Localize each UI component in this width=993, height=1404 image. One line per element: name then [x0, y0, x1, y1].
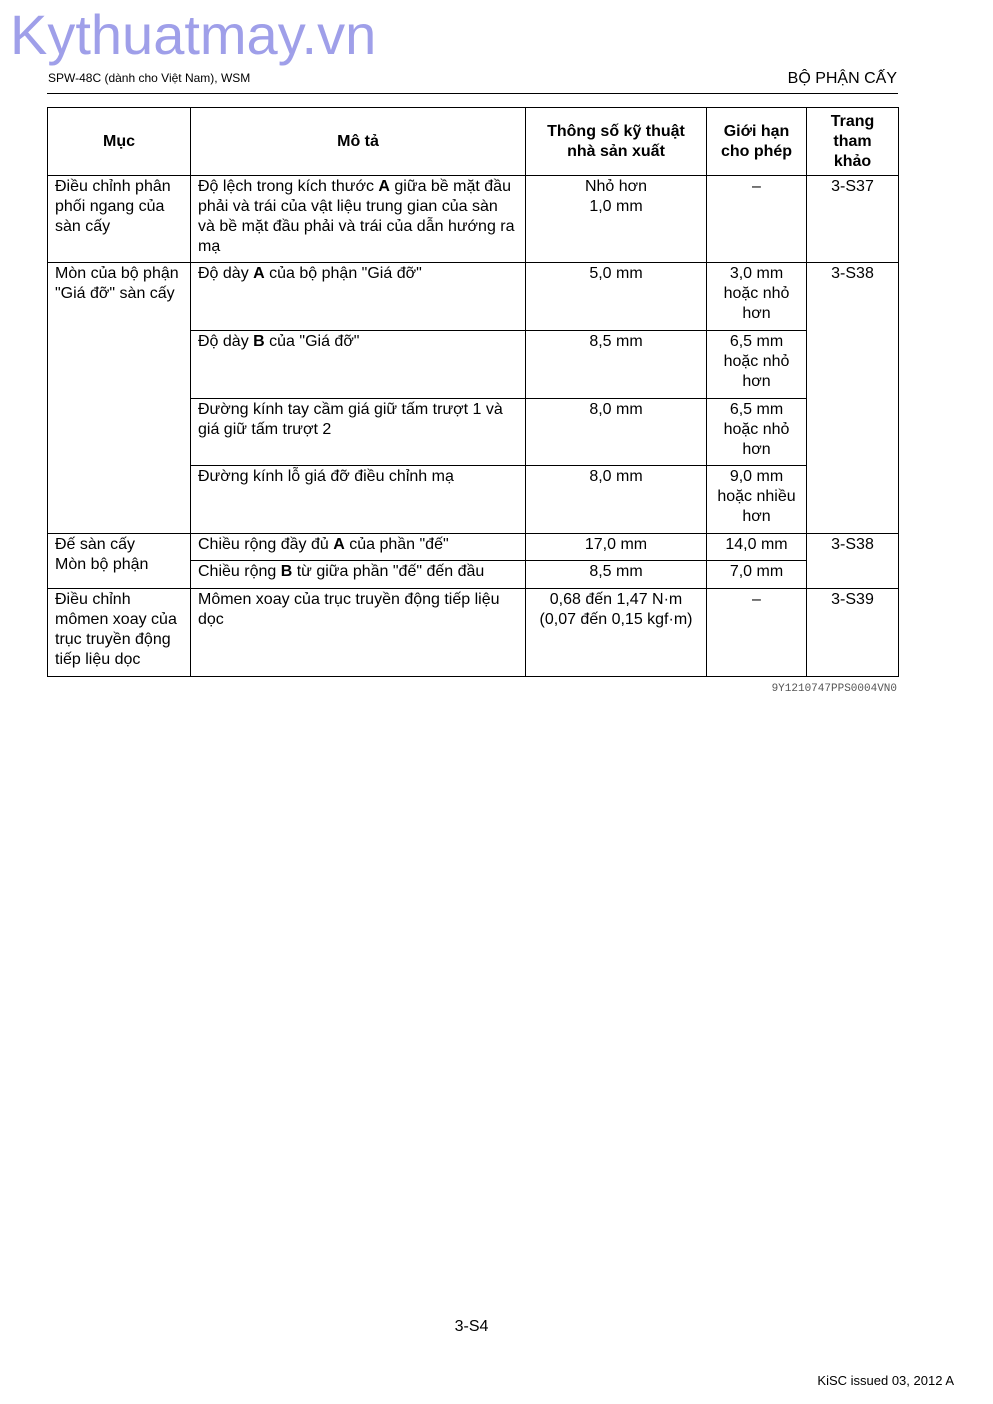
- issued-note: KiSC issued 03, 2012 A: [817, 1373, 954, 1388]
- cell-ref: 3-S38: [807, 534, 899, 589]
- cell-desc: Đường kính lỗ giá đỡ điều chỉnh mạ: [191, 466, 526, 534]
- cell-spec: 8,0 mm: [526, 399, 707, 466]
- cell-limit: 9,0 mm hoặc nhiều hơn: [707, 466, 807, 534]
- cell-desc: Chiều rộng B từ giữa phần "đế" đến đầu: [191, 561, 526, 589]
- cell-ref: 3-S39: [807, 589, 899, 677]
- cell-ref: 3-S38: [807, 263, 899, 534]
- cell-desc: Chiều rộng đầy đủ A của phần "đế": [191, 534, 526, 561]
- cell-item: Điều chỉnh mômen xoay của trục truyền động tiếp liệu dọc: [48, 589, 191, 677]
- cell-spec: Nhỏ hơn 1,0 mm: [526, 176, 707, 263]
- col-header-desc: Mô tả: [191, 108, 526, 176]
- document-code: 9Y1210747PPS0004VN0: [771, 683, 897, 695]
- cell-limit: –: [707, 176, 807, 263]
- page-number: 3-S4: [454, 1318, 489, 1335]
- cell-limit: 7,0 mm: [707, 561, 807, 589]
- cell-spec: 8,5 mm: [526, 561, 707, 589]
- cell-limit: 6,5 mm hoặc nhỏ hơn: [707, 399, 807, 466]
- cell-spec: 17,0 mm: [526, 534, 707, 561]
- cell-ref: 3-S37: [807, 176, 899, 263]
- cell-desc: Đường kính tay cầm giá giữ tấm trượt 1 và giá giữ tấm trượt 2: [191, 399, 526, 466]
- col-header-item: Mục: [48, 108, 191, 176]
- table-row: [48, 534, 899, 561]
- cell-desc: Mômen xoay của trục truyền động tiếp liệu dọc: [191, 589, 526, 677]
- table-row: [48, 589, 899, 677]
- col-header-spec: Thông số kỹ thuật nhà sản xuất: [526, 108, 707, 176]
- table-row: [48, 263, 899, 331]
- cell-desc: Độ dày A của bộ phận "Giá đỡ": [191, 263, 526, 331]
- col-header-limit: Giới hạn cho phép: [707, 108, 807, 176]
- cell-spec: 0,68 đến 1,47 N·m (0,07 đến 0,15 kgf·m): [526, 589, 707, 677]
- col-header-ref: Trang tham khảo: [807, 108, 899, 176]
- cell-limit: 3,0 mm hoặc nhỏ hơn: [707, 263, 807, 331]
- cell-item: Đế sàn cấy Mòn bộ phận: [48, 534, 191, 589]
- watermark-logo: Kythuatmay.vn: [10, 3, 377, 66]
- cell-desc: Độ lệch trong kích thước A giữa bề mặt đầu phải và trái của vật liệu trung gian của sàn và bề mặt đầu phải và trái của dẫn hướng ra mạ: [191, 176, 526, 263]
- cell-desc: Độ dày B của "Giá đỡ": [191, 331, 526, 399]
- header-rule: [47, 93, 898, 94]
- cell-spec: 5,0 mm: [526, 263, 707, 331]
- cell-item: Điều chỉnh phân phối ngang của sàn cấy: [48, 176, 191, 263]
- table-row: [48, 176, 899, 263]
- table-header-row: [48, 108, 899, 176]
- cell-limit: –: [707, 589, 807, 677]
- cell-item: Mòn của bộ phận "Giá đỡ" sàn cấy: [48, 263, 191, 534]
- header-model: SPW-48C (dành cho Việt Nam), WSM: [48, 71, 251, 85]
- cell-limit: 6,5 mm hoặc nhỏ hơn: [707, 331, 807, 399]
- cell-spec: 8,5 mm: [526, 331, 707, 399]
- cell-spec: 8,0 mm: [526, 466, 707, 534]
- spec-table: [47, 107, 899, 677]
- header-section-title: BỘ PHẬN CẤY: [787, 70, 897, 87]
- cell-limit: 14,0 mm: [707, 534, 807, 561]
